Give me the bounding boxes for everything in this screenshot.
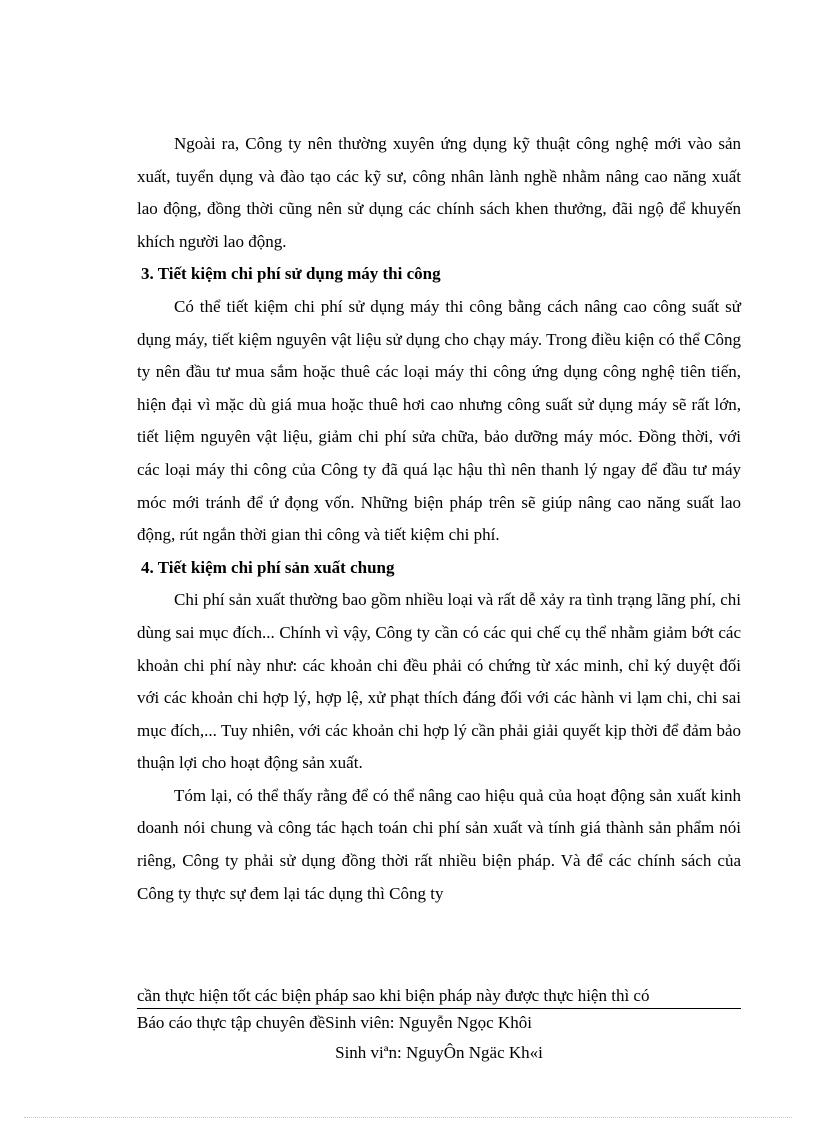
paragraph-intro: Ngoài ra, Công ty nên thường xuyên ứng dụng kỹ thuật công nghệ mới vào sản xuất, tuyển dụng và đào tạo các kỹ sư, công nhân lành nghề nhằm nâng cao năng xuất lao động, đồng thời cũng nên sử dụng các chính sách khen thưởng, đãi ngộ để khuyến khích người lao động. <box>137 134 741 251</box>
truncated-last-line <box>137 980 741 1008</box>
footer-student-name-garbled: Sinh viªn: NguyÔn Ngäc Kh«i <box>335 1043 543 1062</box>
section-heading-3: 3. Tiết kiệm chi phí sử dụng máy thi công <box>141 264 441 284</box>
paragraph-machine-costs: Có thể tiết kiệm chi phí sử dụng máy thi công bằng cách nâng cao công suất sử dụng máy, tiết kiệm nguyên vật liệu sử dụng cho chạy máy. Trong điều kiện có thể Công ty nên đầu tư mua sắm hoặc thuê các loại máy thi công ứng dụng công nghệ tiên tiến, hiện đại vì mặc dù giá mua hoặc thuê hơi cao nhưng công suất sử dụng máy sẽ rất lớn, tiết liệm nguyên vật liệu, giảm chi phí sửa chữa, bảo dưỡng máy móc. Đồng thời, với các loại máy thi công của Công ty đã quá lạc hậu thì nên thanh lý ngay để đầu tư máy móc mới tránh để ứ đọng vốn. Những biện pháp trên sẽ giúp nâng cao năng suất lao động, rút ngắn thời gian thi công và tiết kiệm chi phí. <box>137 296 741 545</box>
paragraph-conclusion: Tóm lại, có thể thấy rằng để có thể nâng cao hiệu quả của hoạt động sản xuất kinh doanh nói chung và công tác hạch toán chi phí sản xuất và tính giá thành sản phẩm nói riêng, Công ty phải sử dụng đồng thời rất nhiều biện pháp. Và để các chính sách của Công ty thực sự đem lại tác dụng thì Công ty <box>137 785 741 903</box>
paragraph-general-costs: Chi phí sản xuất thường bao gồm nhiều loại và rất dễ xảy ra tình trạng lãng phí, chi dùng sai mục đích... Chính vì vậy, Công ty cần có các qui chế cụ thể nhằm giảm bớt các khoản chi phí này như: các khoản chi đều phải có chứng từ xác minh, chỉ ký duyệt đối với các khoản chi hợp lý, hợp lệ, xử phạt thích đáng đối với các hành vi lạm chi, chi sai mục đích,... Tuy nhiên, với các khoản chi hợp lý cần phải giải quyết kịp thời để đảm bảo thuận lợi cho hoạt động sản xuất. <box>137 590 741 773</box>
document-body <box>137 128 741 910</box>
footer-report-title: Báo cáo thực tập chuyên đềSinh viên: Nguyễn Ngọc Khôi <box>137 1013 532 1032</box>
last-line-text: cần thực hiện tốt các biện pháp sao khi biện pháp này được thực hiện thì có <box>137 986 650 1005</box>
section-heading-4: 4. Tiết kiệm chi phí sản xuất chung <box>141 557 395 577</box>
footer-divider <box>137 1008 741 1009</box>
page-bottom-border <box>24 1117 792 1118</box>
